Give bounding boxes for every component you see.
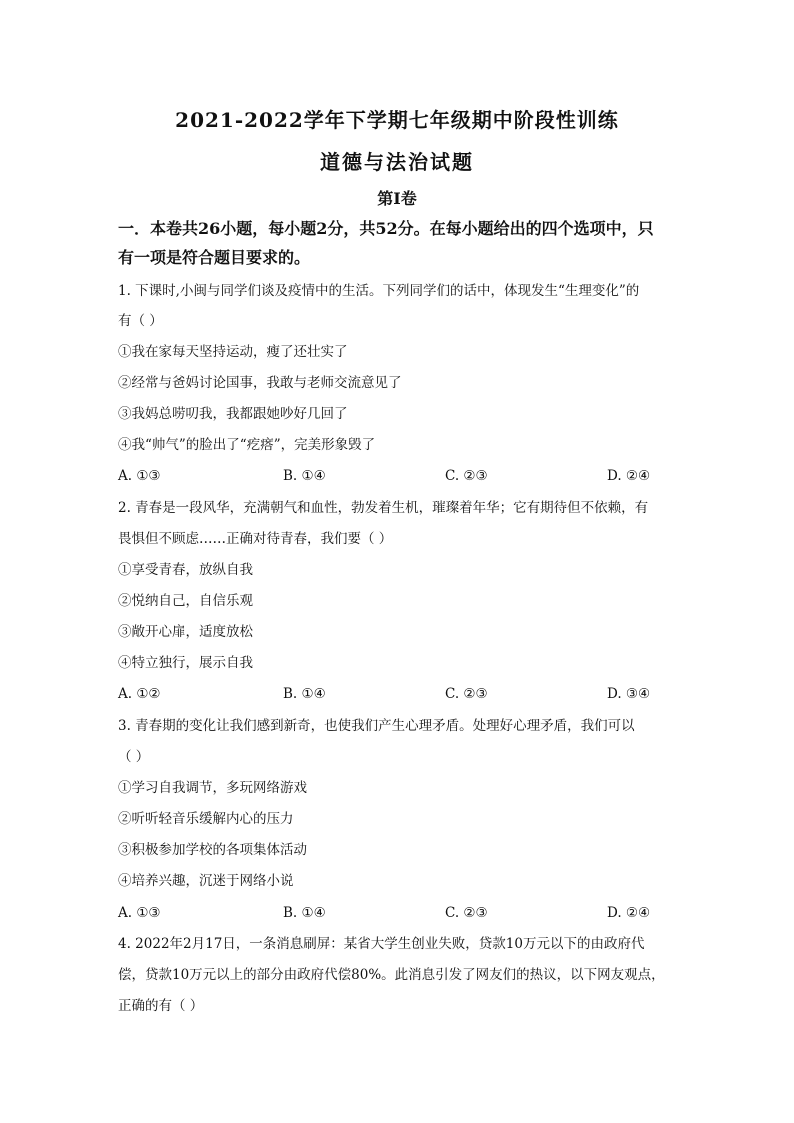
question-1-item: ②经常与爸妈讨论国事，我敢与老师交流意见了 — [118, 375, 402, 391]
section-instructions — [118, 214, 678, 272]
question-1-item: ①我在家每天坚持运动，瘦了还壮实了 — [118, 344, 348, 360]
subject-title: 道德与法治试题 — [320, 150, 474, 174]
question-3-item: ②听听轻音乐缓解内心的压力 — [118, 811, 294, 827]
question-3-stem: 3. 青春期的变化让我们感到新奇，也使我们产生心理矛盾。处理好心理矛盾，我们可以 — [118, 718, 635, 734]
question-2-choice: D. ③④ — [607, 686, 651, 702]
question-1-stem: 1. 下课时,小闽与同学们谈及疫情中的生活。下列同学们的话中，体现发生“生理变化”的 — [118, 283, 640, 299]
question-3-item: ④培养兴趣，沉迷于网络小说 — [118, 873, 294, 889]
question-1-choice: A. ①③ — [118, 468, 161, 484]
section-line: 一．本卷共26小题，每小题2分，共52分。在每小题给出的四个选项中，只 — [118, 219, 654, 238]
question-2-stem: 畏惧但不顾虑……正确对待青春，我们要（ ） — [118, 531, 393, 547]
question-2-item: ③敞开心扉，适度放松 — [118, 624, 253, 640]
question-1-choice: D. ②④ — [607, 468, 651, 484]
question-4-stem: 4. 2022年2月17日，一条消息刷屏：某省大学生创业失败，贷款10万元以下的由政府代 — [118, 936, 645, 952]
question-2-choice: A. ①② — [118, 686, 161, 702]
question-2-item: ④特立独行，展示自我 — [118, 655, 253, 671]
question-3-choice: C. ②③ — [445, 905, 488, 921]
question-3-choice: D. ②④ — [607, 905, 651, 921]
question-2-stem: 2. 青春是一段风华，充满朝气和血性，勃发着生机，璀璨着年华；它有期待但不依赖，有 — [118, 500, 649, 516]
question-3-choice: A. ①③ — [118, 905, 161, 921]
question-3-stem: （ ） — [118, 749, 150, 765]
section-line: 有一项是符合题目要求的。 — [118, 248, 311, 267]
question-1-item: ③我妈总唠叨我，我都跟她吵好几回了 — [118, 406, 348, 422]
volume-label: 第Ⅰ卷 — [377, 189, 417, 208]
question-2-item: ①享受青春，放纵自我 — [118, 562, 253, 578]
question-3-item: ①学习自我调节，多玩网络游戏 — [118, 780, 307, 796]
question-2-choice: B. ①④ — [283, 686, 326, 702]
question-2-item: ②悦纳自己，自信乐观 — [118, 593, 253, 609]
question-4-stem: 正确的有（ ） — [118, 998, 204, 1014]
question-1-item: ④我“帅气”的脸出了“疙瘩”，完美形象毁了 — [118, 437, 376, 453]
exam-title: 2021-2022学年下学期七年级期中阶段性训练 — [175, 108, 619, 132]
question-1-choice: C. ②③ — [445, 468, 488, 484]
question-2-choice: C. ②③ — [445, 686, 488, 702]
question-1-stem: 有（ ） — [118, 313, 163, 329]
question-4-stem: 偿，贷款10万元以上的部分由政府代偿80%。此消息引发了网友们的热议，以下网友观点， — [118, 967, 665, 983]
question-1-choice: B. ①④ — [283, 468, 326, 484]
question-3-choice: B. ①④ — [283, 905, 326, 921]
question-3-item: ③积极参加学校的各项集体活动 — [118, 842, 307, 858]
